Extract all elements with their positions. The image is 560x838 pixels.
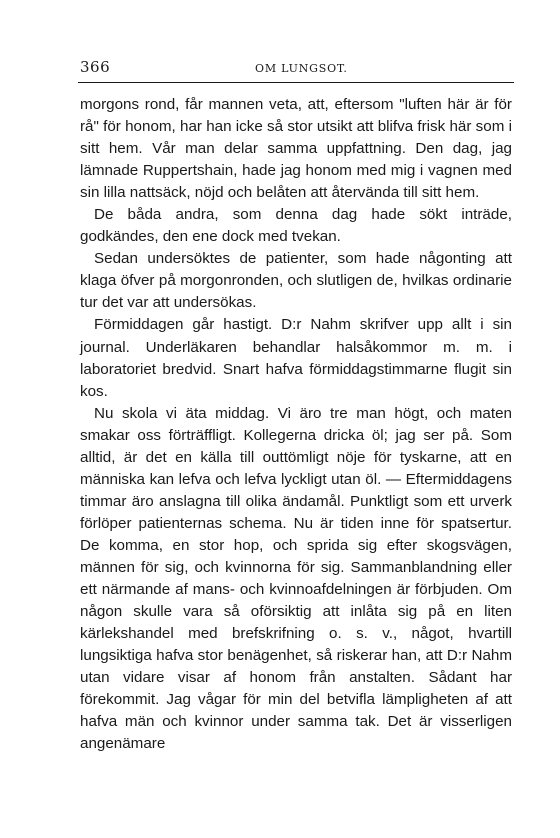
paragraph: morgons rond, får mannen veta, att, eftersom "luften här är för rå" för honom, har han icke så stor utsikt att blifva frisk här som i sitt hem. Vår man delar samma uppfattning. Den dag, jag lämnade Ruppertshain, hade jag honom med mig i vagnen med sin lilla nattsäck, nöjd och belåten att återvända till sitt hem. [80, 96, 512, 202]
page-number: 366 [80, 58, 111, 76]
header-rule [78, 82, 514, 83]
running-title: OM LUNGSOT. [255, 62, 348, 75]
paragraph: Sedan undersöktes de patienter, som hade någonting att klaga öfver på morgonronden, och slutligen de, hvilkas ordinarie tur det var att undersökas. [80, 250, 512, 312]
paragraph: Nu skola vi äta middag. Vi äro tre man högt, och maten smakar oss förträffligt. Kollegerna dricka öl; jag ser på. Som alltid, är det en källa till outtömligt nöje för tyskarne, att en människa kan lefva och lefva lyckligt utan öl. — Eftermiddagens timmar äro anslagna till olika ändamål. Punktligt som ett urverk förlöper patienternas schema. Nu är tiden inne för spatsertur. De komma, en stor hop, och sprida sig efter skogsvägen, männen för sig, och kvinnorna för sig. Sammanblandning eller ett närmande af mans- och kvinnoafdelningen är förbjuden. Om någon skulle vara så oförsiktig att inlåta sig på en liten kärlekshandel med brefskrifning o. s. v., något, hvartill lungsiktiga hafva stor benägenhet, så riskerar han, att D:r Nahm utan vidare visar af honom från anstalten. Sådant har förekommit. Jag vågar för min del betvifla lämpligheten af att hafva män och kvinnor under samma tak. Det är visserligen angenämare [80, 404, 512, 753]
paragraph: Förmiddagen går hastigt. D:r Nahm skrifver upp allt i sin journal. Underläkaren behandlar halsåkommor m. m. i laboratoriet bredvid. Snart hafva förmiddagstimmarne flugit sin kos. [80, 316, 512, 400]
page-header [80, 58, 514, 80]
body-text [80, 94, 512, 755]
paragraph: De båda andra, som denna dag hade sökt inträde, godkändes, den ene dock med tvekan. [80, 206, 512, 246]
